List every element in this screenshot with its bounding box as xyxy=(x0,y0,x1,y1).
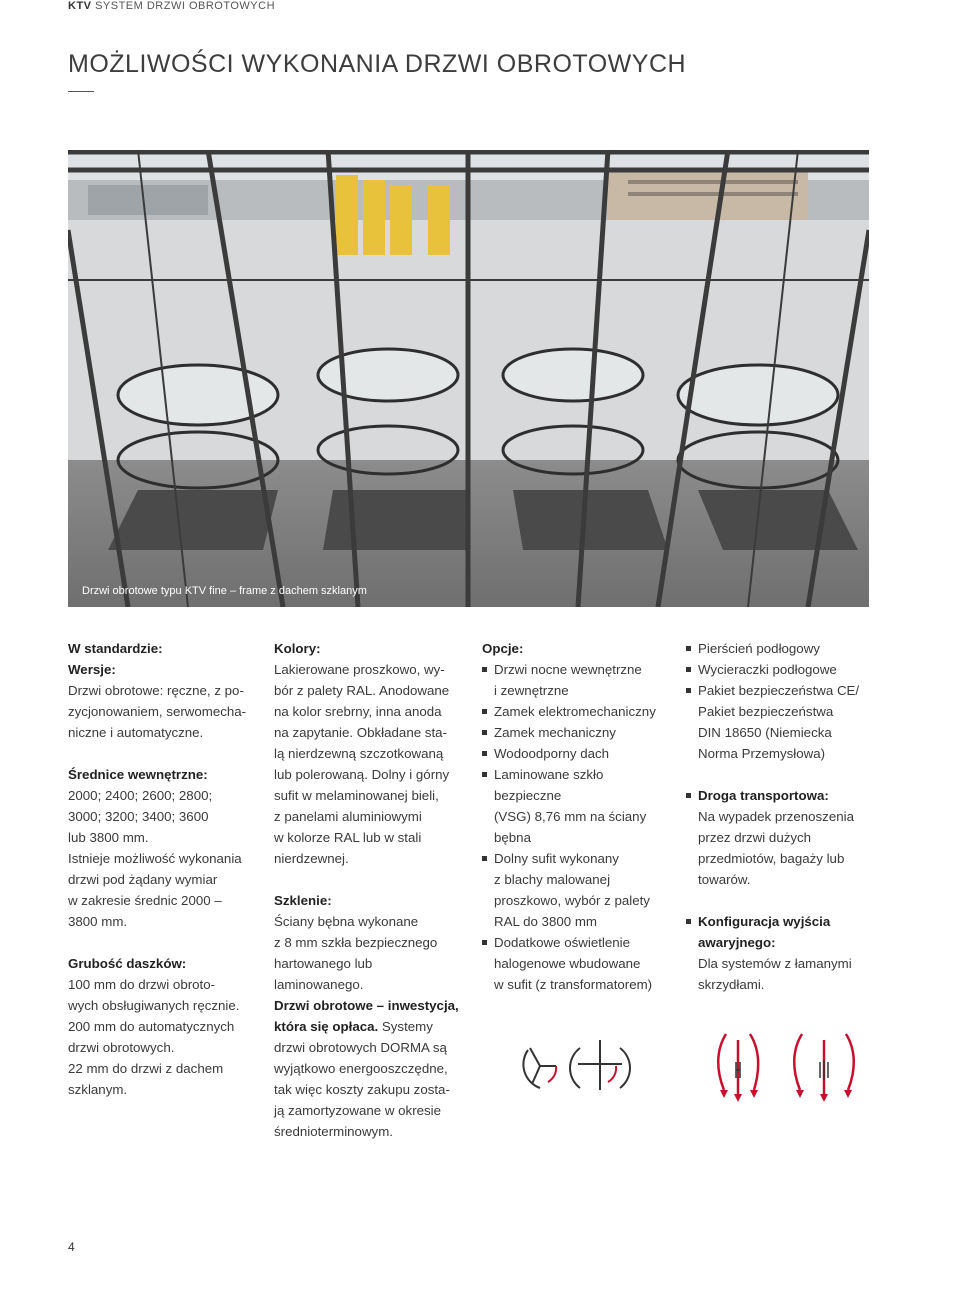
transport-line: przedmiotów, bagaży lub xyxy=(698,851,845,866)
emergency-line: skrzydłami. xyxy=(698,977,765,992)
thickness-line: 22 mm do drzwi z dachem xyxy=(68,1061,224,1076)
versions-line: Drzwi obrotowe: ręczne, z po- xyxy=(68,683,244,698)
investment-line: tak więc koszty zakupu zosta- xyxy=(274,1082,450,1097)
colors-line: nierdzewnej. xyxy=(274,851,349,866)
emergency-list xyxy=(686,911,891,995)
option-item xyxy=(482,722,682,743)
extra-item xyxy=(686,638,891,659)
colors-line: lub polerowaną. Dolny i górny xyxy=(274,767,450,782)
transport-list xyxy=(686,785,891,890)
diameters-line: lub 3800 mm. xyxy=(68,830,149,845)
option-line: halogenowe wbudowane xyxy=(494,956,641,971)
transport-heading: Droga transportowa: xyxy=(698,788,829,803)
glazing-line: z 8 mm szkła bezpiecznego xyxy=(274,935,438,950)
colors-line: bór z palety RAL. Anodowane xyxy=(274,683,450,698)
extra-line: Pakiet bezpieczeństwa CE/ xyxy=(698,683,860,698)
option-line: Zamek elektromechaniczny xyxy=(494,704,656,719)
option-line: z blachy malowanej xyxy=(494,872,611,887)
page-number: 4 xyxy=(68,1240,75,1254)
diameters-line: Istnieje możliwość wykonania xyxy=(68,851,242,866)
options-heading: Opcje: xyxy=(482,641,524,656)
transport-line: Na wypadek przenoszenia xyxy=(698,809,854,824)
investment-heading: Drzwi obrotowe – inwestycja, xyxy=(274,998,459,1013)
column-options xyxy=(482,638,682,995)
diameters-line: 2000; 2400; 2600; 2800; xyxy=(68,788,213,803)
option-item xyxy=(482,932,682,995)
option-line: Zamek mechaniczny xyxy=(494,725,616,740)
option-line: Dolny sufit wykonany xyxy=(494,851,619,866)
diameters-line: 3000; 3200; 3400; 3600 xyxy=(68,809,209,824)
emergency-line: Dla systemów z łamanymi xyxy=(698,956,852,971)
option-item xyxy=(482,659,682,701)
transport-line: przez drzwi dużych xyxy=(698,830,812,845)
versions-line: niczne i automatyczne. xyxy=(68,725,204,740)
glazing-heading: Szklenie: xyxy=(274,893,332,908)
option-line: bębna xyxy=(494,830,531,845)
emergency-heading: Konfiguracja wyjścia xyxy=(698,914,831,929)
header-brand: KTV xyxy=(68,0,92,12)
transport-line: towarów. xyxy=(698,872,751,887)
column-extras xyxy=(686,638,891,995)
colors-line: na zapytanie. Obkładane sta- xyxy=(274,725,447,740)
investment-line: średnioterminowym. xyxy=(274,1124,393,1139)
diameters-line: w zakresie średnic 2000 – xyxy=(68,893,222,908)
extra-line: Pakiet bezpieczeństwa xyxy=(698,704,834,719)
option-line: i zewnętrzne xyxy=(494,683,569,698)
photo-caption: Drzwi obrotowe typu KTV fine – frame z dachem szklanym xyxy=(82,585,367,597)
investment-line: drzwi obrotowych DORMA są xyxy=(274,1040,447,1055)
thickness-line: wych obsługiwanych ręcznie. xyxy=(68,998,240,1013)
option-line: Laminowane szkło xyxy=(494,767,604,782)
option-line: Drzwi nocne wewnętrzne xyxy=(494,662,642,677)
option-item xyxy=(482,764,682,848)
colors-line: lą nierdzewną szczotkowaną xyxy=(274,746,444,761)
glazing-line: hartowanego lub xyxy=(274,956,373,971)
extra-line: Norma Przemysłowa) xyxy=(698,746,826,761)
emergency-heading: awaryjnego: xyxy=(698,935,776,950)
colors-line: w kolorze RAL lub w stali xyxy=(274,830,422,845)
revolving-door-diagram-icon xyxy=(512,1030,632,1100)
option-item xyxy=(482,701,682,722)
extra-line: Pierścień podłogowy xyxy=(698,641,820,656)
header-section: SYSTEM DRZWI OBROTOWYCH xyxy=(95,0,276,12)
thickness-line: szklanym. xyxy=(68,1082,128,1097)
thickness-line: 100 mm do drzwi obroto- xyxy=(68,977,216,992)
title-underline xyxy=(68,91,94,92)
column-colors xyxy=(274,638,474,1142)
extras-list xyxy=(686,638,891,764)
extra-line: DIN 18650 (Niemiecka xyxy=(698,725,832,740)
emergency-item xyxy=(686,911,891,995)
investment-text-start: Systemy xyxy=(378,1019,433,1034)
option-item xyxy=(482,743,682,764)
photo-illustration xyxy=(68,150,869,607)
diameters-heading: Średnice wewnętrzne: xyxy=(68,767,208,782)
investment-line: wyjątkowo energooszczędne, xyxy=(274,1061,448,1076)
diameters-line: drzwi pod żądany wymiar xyxy=(68,872,218,887)
emergency-exit-diagram-icon xyxy=(714,1030,864,1105)
thickness-heading: Grubość daszków: xyxy=(68,956,187,971)
standard-heading: W standardzie: xyxy=(68,641,163,656)
colors-line: na kolor srebrny, inna anoda xyxy=(274,704,442,719)
investment-line: ją zamortyzowane w okresie xyxy=(274,1103,442,1118)
option-line: bezpieczne xyxy=(494,788,562,803)
column-standard xyxy=(68,638,263,1100)
option-line: Dodatkowe oświetlenie xyxy=(494,935,631,950)
option-line: RAL do 3800 mm xyxy=(494,914,597,929)
colors-line: Lakierowane proszkowo, wy- xyxy=(274,662,445,677)
option-line: Wodoodporny dach xyxy=(494,746,610,761)
extra-item xyxy=(686,680,891,764)
options-list xyxy=(482,659,682,995)
investment-line xyxy=(274,1016,474,1037)
extra-line: Wycieraczki podłogowe xyxy=(698,662,837,677)
diameters-line: 3800 mm. xyxy=(68,914,128,929)
extra-item xyxy=(686,659,891,680)
investment-heading-end: która się opłaca. xyxy=(274,1019,379,1034)
page-title: MOŻLIWOŚCI WYKONANIA DRZWI OBROTOWYCH xyxy=(68,50,687,78)
option-line: proszkowo, wybór z palety xyxy=(494,893,650,908)
transport-item xyxy=(686,785,891,890)
thickness-line: drzwi obrotowych. xyxy=(68,1040,175,1055)
glazing-line: laminowanego. xyxy=(274,977,364,992)
colors-line: z panelami aluminiowymi xyxy=(274,809,422,824)
colors-line: sufit w melaminowanej bieli, xyxy=(274,788,439,803)
versions-line: zycjonowaniem, serwomecha- xyxy=(68,704,247,719)
versions-heading: Wersje: xyxy=(68,662,116,677)
thickness-line: 200 mm do automatycznych xyxy=(68,1019,235,1034)
page-header xyxy=(68,0,275,12)
option-item xyxy=(482,848,682,932)
option-line: (VSG) 8,76 mm na ściany xyxy=(494,809,647,824)
option-line: w sufit (z transformatorem) xyxy=(494,977,653,992)
revolving-doors-photo xyxy=(68,150,869,607)
colors-heading: Kolory: xyxy=(274,641,321,656)
glazing-line: Ściany bębna wykonane xyxy=(274,914,419,929)
